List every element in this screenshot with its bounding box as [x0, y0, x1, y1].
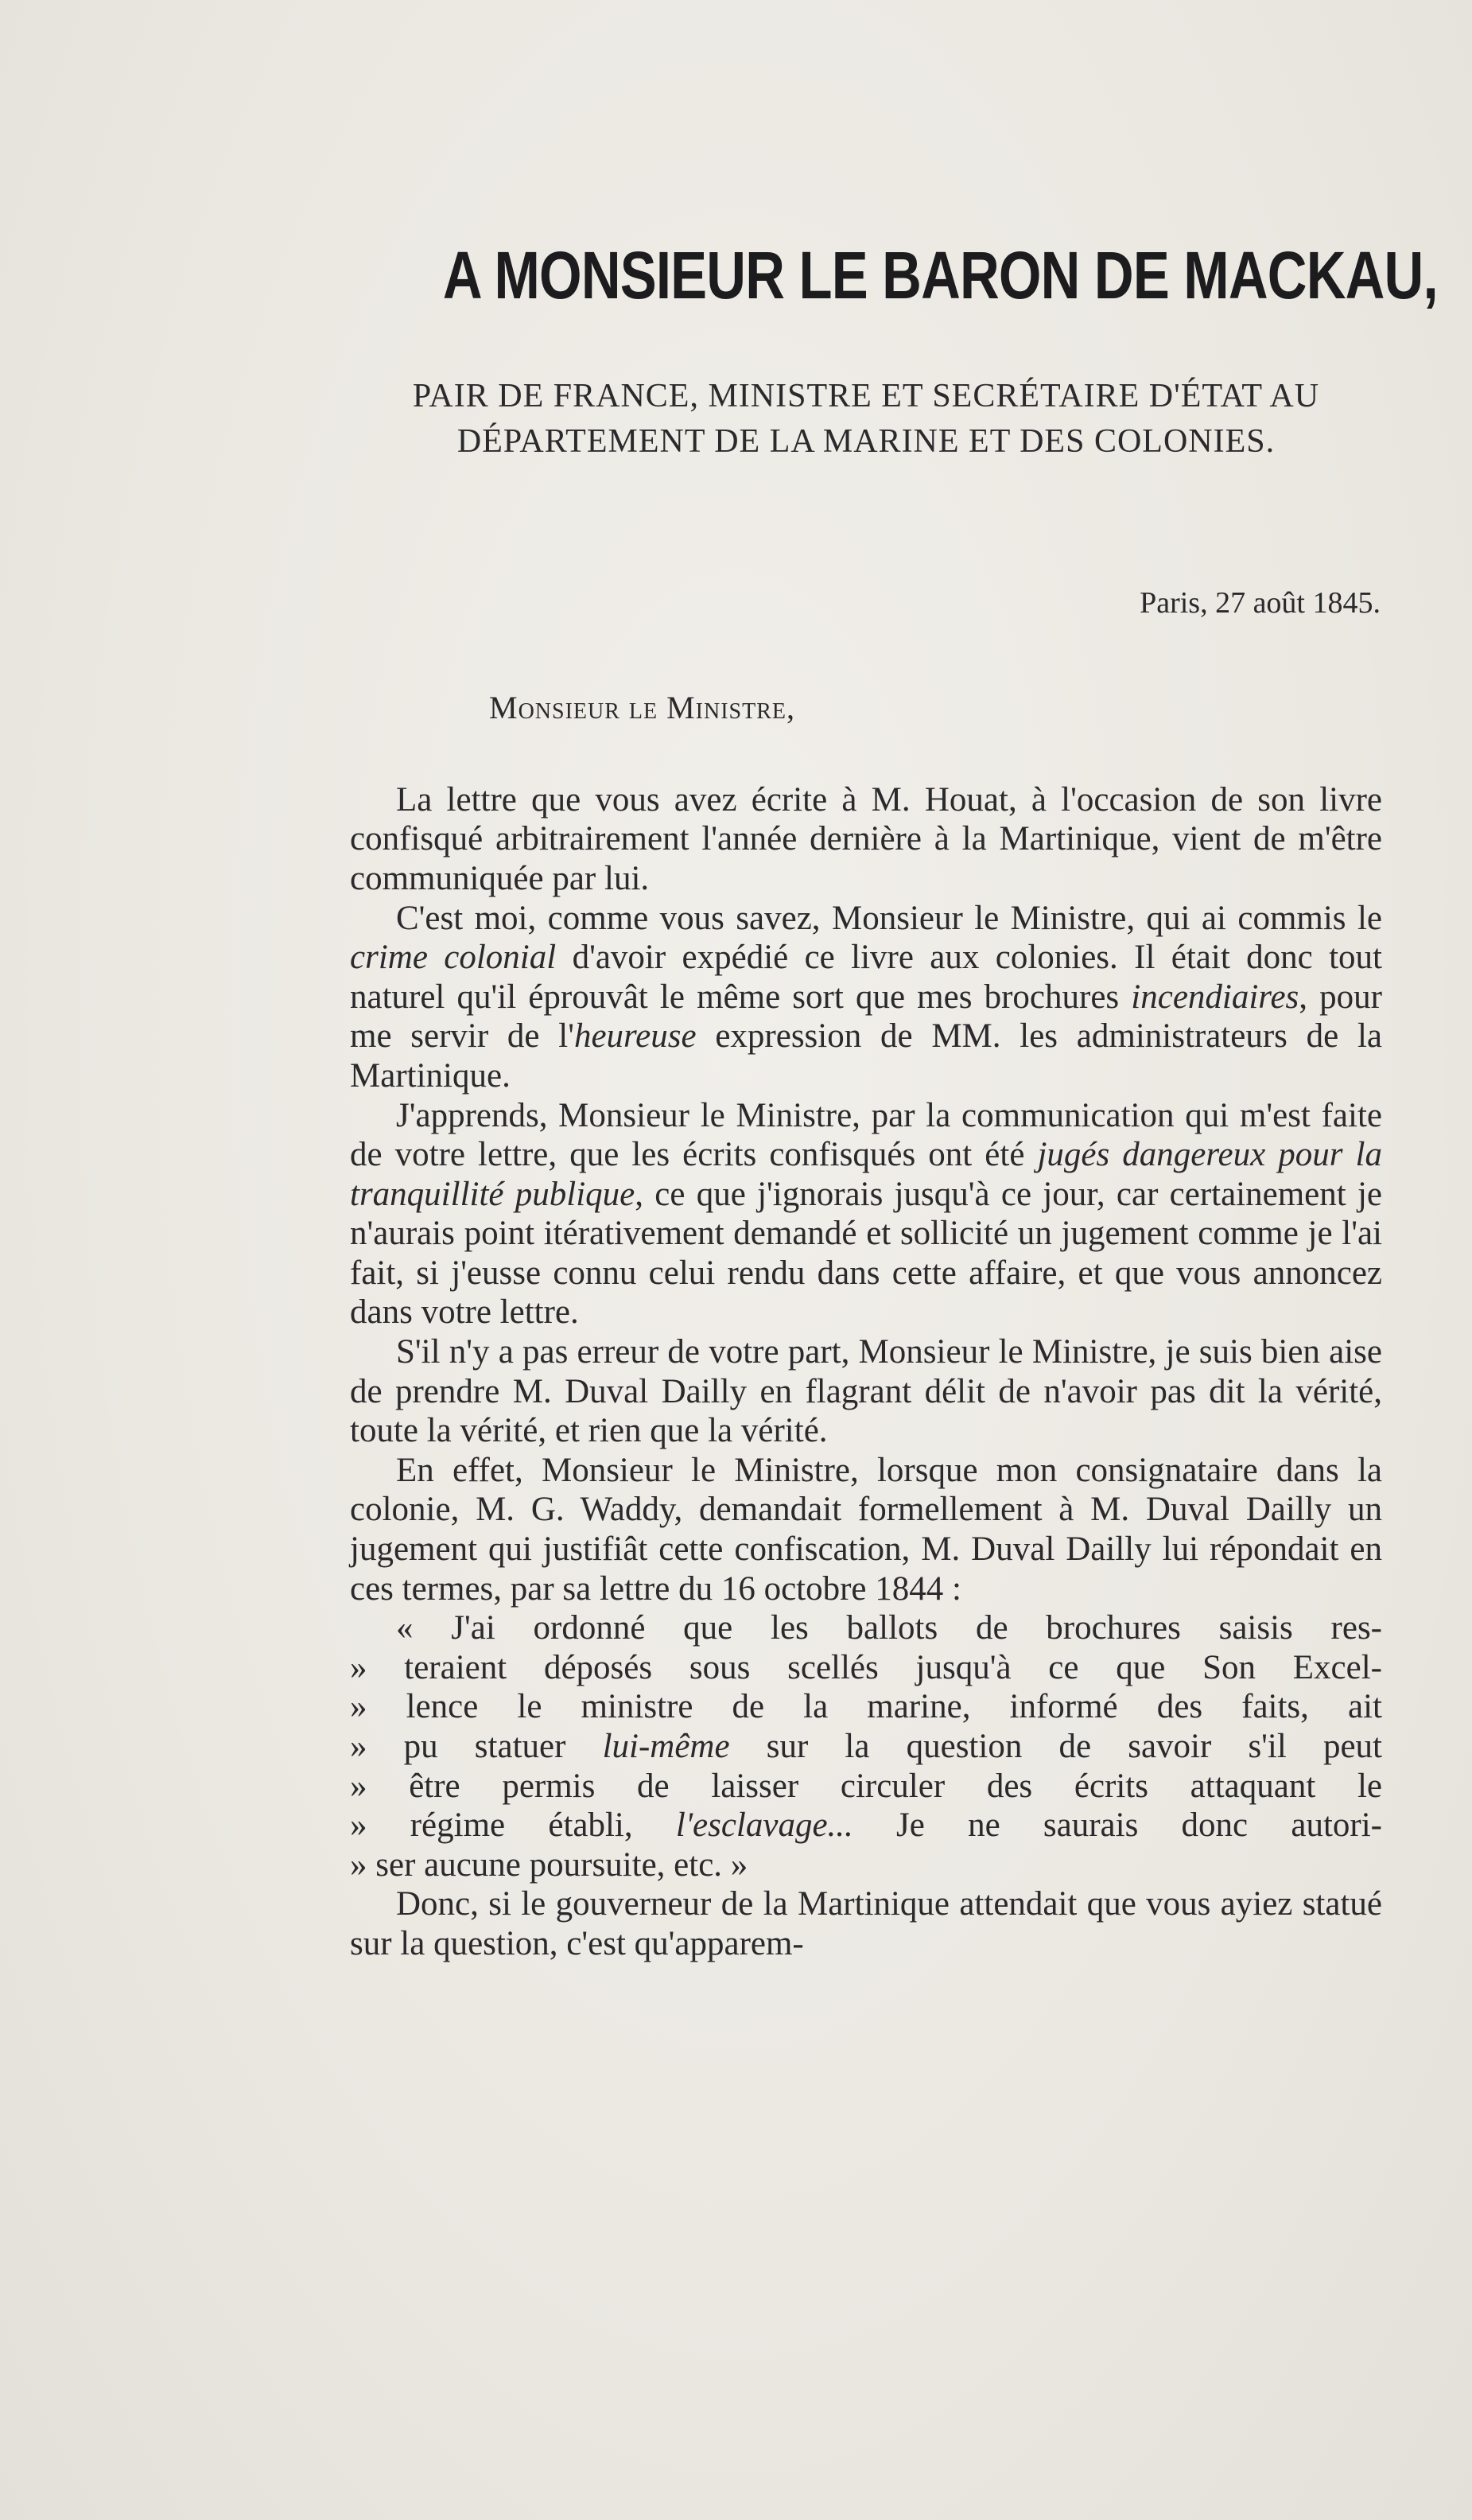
- paragraph-2-text-d: expression de MM. les administrateurs de la Martinique.: [350, 1017, 1382, 1095]
- paragraph-2-italic-c: heureuse: [573, 1017, 697, 1056]
- paragraph-2-text-c: , pour me servir de l': [350, 978, 1382, 1056]
- paragraph-3-text-b: , ce que j'ignorais jusqu'à ce jour, car certainement je n'aurais point itérativement demandé et sollicité un jugement comme je l'ai fait, si j'eusse connu celui rendu dans cette affaire, et que vous annoncez dans votre lettre.: [350, 1175, 1382, 1332]
- quote-line-4-italic: lui-même: [602, 1728, 730, 1766]
- quote-line-6: [350, 1806, 1382, 1845]
- paragraph-3-italic: jugés dangereux pour la tranquillité publique: [350, 1136, 1382, 1213]
- paragraph-2-text-b: d'avoir expédié ce livre aux colonies. Il était donc tout naturel qu'il éprouvât le même sort que mes brochures: [350, 939, 1382, 1016]
- paragraph-2-text-a: C'est moi, comme vous savez, Monsieur le Ministre, qui ai commis le: [396, 899, 1382, 937]
- subtitle-line-1: PAIR DE FRANCE, MINISTRE ET SECRÉTAIRE D'ÉTAT AU: [412, 378, 1320, 415]
- dateline: Paris, 27 août 1845.: [1140, 585, 1381, 620]
- quote-line-7: » ser aucune poursuite, etc. »: [350, 1845, 748, 1884]
- subtitle-line-2: DÉPARTEMENT DE LA MARINE ET DES COLONIES.: [456, 423, 1276, 461]
- paragraph-4: S'il n'y a pas erreur de votre part, Monsieur le Ministre, je suis bien aise de prendre M. Duval Dailly en flagrant délit de n'avoir pas dit la vérité, toute la vérité, et rien que la vérité.: [350, 1333, 1382, 1450]
- paragraph-3-text-a: J'apprends, Monsieur le Ministre, par la communication qui m'est faite de votre lettre, que les écrits confisqués ont été: [350, 1096, 1382, 1174]
- paragraph-2: [350, 899, 1382, 1096]
- salutation: Monsieur le Ministre,: [489, 689, 796, 725]
- document-body: [350, 238, 1438, 1964]
- page-subtitle: [350, 374, 1382, 464]
- quote-line-3: » lence le ministre de la marine, informé des faits, ait: [350, 1688, 1382, 1726]
- quote-line-4-a: » pu statuer: [350, 1728, 603, 1766]
- quote-line-6-italic: l'esclavage...: [675, 1806, 853, 1845]
- paragraph-1: La lettre que vous avez écrite à M. Houat, à l'occasion de son livre confisqué arbitrairement l'année dernière à la Martinique, vient de m'être communiquée par lui.: [350, 780, 1382, 897]
- quote-line-4-b: sur la question de savoir s'il peut: [729, 1728, 1382, 1766]
- quote-line-2: » teraient déposés sous scellés jusqu'à ce que Son Excel-: [350, 1648, 1382, 1686]
- quotation: [350, 1608, 1382, 1884]
- quote-line-6-b: Je ne saurais donc autori-: [853, 1806, 1383, 1845]
- quote-line-1: « J'ai ordonné que les ballots de brochures saisis res-: [396, 1609, 1382, 1647]
- letter-text: [350, 780, 1382, 1964]
- paragraph-2-italic-b: incendiaires: [1131, 978, 1299, 1016]
- quote-line-6-a: » régime établi,: [350, 1806, 676, 1845]
- paragraph-6: Donc, si le gouverneur de la Martinique attendait que vous ayiez statué sur la question, c'est qu'apparem-: [350, 1885, 1382, 1962]
- quote-line-5: » être permis de laisser circuler des écrits attaquant le: [350, 1767, 1382, 1805]
- paragraph-2-italic-a: crime colonial: [350, 939, 557, 977]
- quote-line-4: [350, 1727, 1382, 1767]
- page-title: A MONSIEUR LE BARON DE MACKAU,: [442, 238, 1438, 313]
- paragraph-5: En effet, Monsieur le Ministre, lorsque mon consignataire dans la colonie, M. G. Waddy, demandait formellement à M. Duval Dailly un jugement qui justifiât cette confiscation, M. Duval Dailly lui répondait en ces termes, par sa lettre du 16 octobre 1844 :: [350, 1451, 1382, 1608]
- paragraph-3: [350, 1096, 1382, 1333]
